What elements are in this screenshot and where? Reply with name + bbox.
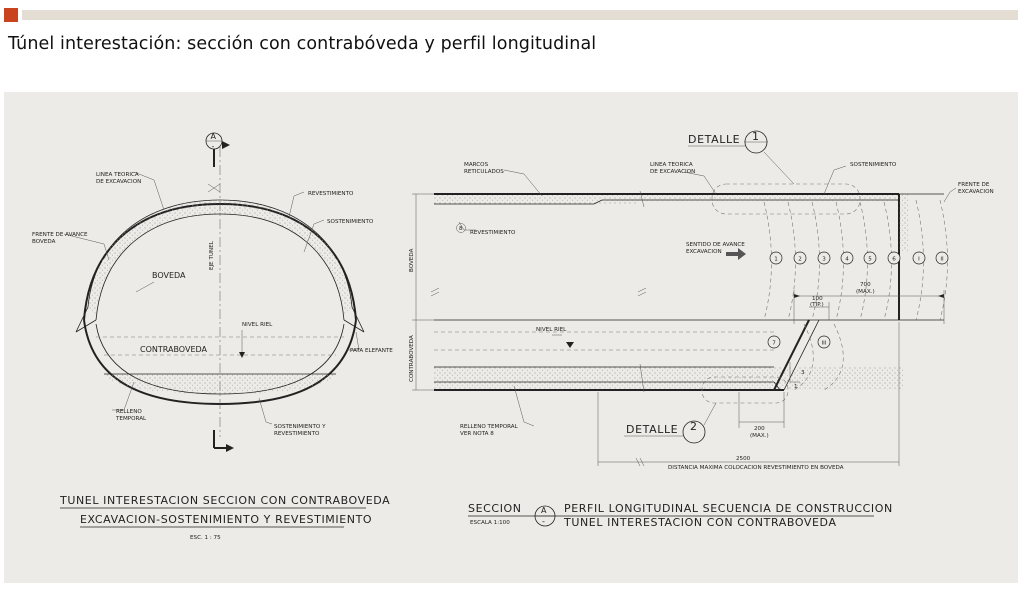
pf-label-marcos-2: RETICULADOS — [464, 169, 504, 175]
pf-label-relleno-1: RELLENO TEMPORAL — [460, 424, 518, 430]
sequence-label: II — [940, 256, 944, 263]
pf-caption-seccion: SECCION — [468, 502, 522, 515]
cs-label-linea-teorica-1: LINEA TEORICA — [96, 172, 139, 178]
cs-label-contraboveda: CONTRABOVEDA — [140, 345, 207, 354]
cs-label-frente-avance-2: BOVEDA — [32, 239, 56, 245]
sequence-label: 3 — [822, 256, 826, 263]
pf-revestimiento-tag: 8 — [459, 226, 463, 232]
pf-slope-v: 3 — [801, 370, 805, 376]
cs-label-pata-elefante: PATA ELEFANTE — [350, 348, 393, 354]
cs-caption-line2: EXCAVACION-SOSTENIMIENTO Y REVESTIMIENTO — [80, 513, 373, 526]
sequence-label: I — [918, 256, 920, 263]
pf-label-marcos-1: MARCOS — [464, 162, 489, 168]
dim-2500-note: DISTANCIA MAXIMA COLOCACION REVESTIMIENTO EN BOVEDA — [668, 465, 844, 471]
accent-square — [4, 8, 18, 22]
construction-sequence — [768, 252, 948, 348]
cut-letter-top: A — [210, 132, 216, 141]
pf-label-sentido-2: EXCAVACION — [686, 249, 722, 255]
detalle-2-number: 2 — [690, 420, 698, 433]
cs-label-sostenimiento: SOSTENIMIENTO — [327, 219, 374, 225]
cs-caption-scale: ESC. 1 : 75 — [190, 535, 221, 541]
pf-label-relleno-2: VER NOTA 8 — [460, 431, 494, 437]
technical-drawing — [4, 92, 1018, 583]
cs-label-sost-rev-1: SOSTENIMIENTO Y — [274, 424, 326, 430]
pf-caption-scale: ESCALA 1:100 — [470, 520, 510, 526]
sequence-label: 1 — [774, 256, 778, 263]
page-title: Túnel interestación: sección con contrabóveda y perfil longitudinal — [8, 34, 597, 54]
cs-label-nivel-riel: NIVEL RIEL — [242, 322, 273, 328]
dim-200: 200 — [754, 426, 765, 432]
pf-label-sostenimiento: SOSTENIMIENTO — [850, 162, 897, 168]
pf-caption-letter: A — [541, 506, 547, 515]
cs-label-linea-teorica-2: DE EXCAVACION — [96, 179, 142, 185]
pf-caption-sub: - — [542, 517, 545, 526]
detalle-1-word: DETALLE — [688, 133, 741, 146]
pf-label-revestimiento: REVESTIMIENTO — [470, 230, 516, 236]
detalle-1-number: 1 — [752, 130, 760, 143]
dim-700: 700 — [860, 282, 871, 288]
pf-label-frente-1: FRENTE DE — [958, 182, 990, 188]
pf-caption-line1: PERFIL LONGITUDINAL SECUENCIA DE CONSTRUCCION — [564, 502, 893, 515]
dim-100: 100 — [812, 296, 823, 302]
pf-side-contraboveda: CONTRABOVEDA — [409, 335, 415, 382]
sequence-label: 6 — [892, 256, 896, 263]
cs-label-relleno-1: RELLENO — [116, 409, 142, 415]
cut-sub-top: - — [211, 142, 215, 151]
dim-200-note: (MAX.) — [750, 433, 769, 439]
cs-label-sost-rev-2: REVESTIMIENTO — [274, 431, 320, 437]
dim-2500: 2500 — [736, 456, 751, 462]
cs-label-boveda: BOVEDA — [152, 271, 186, 280]
top-bar — [0, 6, 1018, 22]
cs-label-relleno-2: TEMPORAL — [116, 416, 147, 422]
pf-side-boveda: BOVEDA — [409, 248, 415, 272]
pf-label-nivel-riel: NIVEL RIEL — [536, 327, 567, 333]
dim-700-note: (MAX.) — [856, 289, 875, 295]
pf-label-linea-1: LINEA TEORICA — [650, 162, 693, 168]
cs-label-frente-avance-1: FRENTE DE AVANCE — [32, 232, 88, 238]
header-band — [22, 10, 1018, 20]
advance-direction-arrow — [726, 248, 746, 260]
sequence-label-lower: III — [821, 340, 827, 347]
pf-caption-line2: TUNEL INTERESTACION CON CONTRABOVEDA — [564, 516, 837, 529]
pf-label-frente-2: EXCAVACION — [958, 189, 994, 195]
sequence-label-lower: 7 — [772, 340, 776, 347]
dim-100-note: (TIP.) — [810, 302, 824, 308]
detalle-2-word: DETALLE — [626, 423, 679, 436]
sequence-label: 2 — [798, 256, 802, 263]
sequence-label: 4 — [845, 256, 849, 263]
pf-slope-h: 1 — [794, 384, 798, 390]
sequence-label: 5 — [868, 256, 872, 263]
pf-label-linea-2: DE EXCAVACION — [650, 169, 696, 175]
longitudinal-profile-drawing — [412, 131, 956, 466]
cs-caption-line1: TUNEL INTERESTACION SECCION CON CONTRABOVEDA — [60, 494, 391, 507]
cs-label-revestimiento: REVESTIMIENTO — [308, 191, 354, 197]
cs-label-eje-tunel: EJE TUNEL — [209, 241, 215, 270]
pf-label-sentido-1: SENTIDO DE AVANCE — [686, 242, 745, 248]
drawing-panel — [4, 92, 1018, 583]
